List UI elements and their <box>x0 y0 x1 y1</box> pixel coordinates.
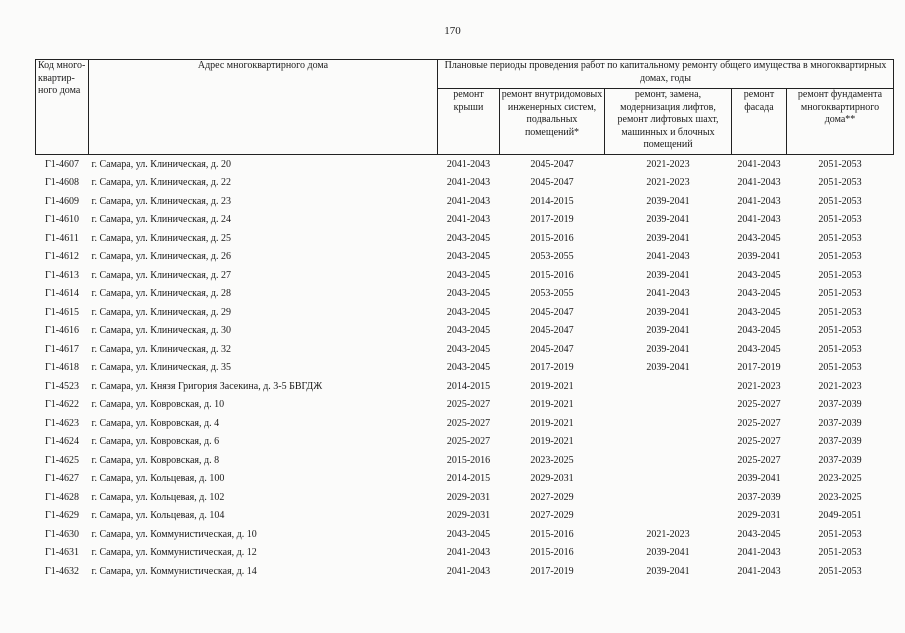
lift-period-cell <box>605 396 732 415</box>
lift-period-cell: 2021-2023 <box>646 158 690 170</box>
address-cell: г. Самара, ул. Ковровская, д. 4 <box>91 417 220 429</box>
foundation-period-cell: 2037-2039 <box>818 436 862 448</box>
lift-period-cell: 2039-2041 <box>646 362 690 374</box>
table-row <box>36 322 894 341</box>
header-planned-periods: Плановые периоды проведения работ по капитальному ремонту общего имущества в многоквартирных домах, годы <box>438 60 894 89</box>
table-row <box>36 303 894 322</box>
address-cell: г. Самара, ул. Клиническая, д. 29 <box>91 306 231 318</box>
table-row <box>36 211 894 230</box>
roof-period-cell: 2041-2043 <box>446 214 491 226</box>
lift-period-cell: 2039-2041 <box>646 325 690 337</box>
house-code-cell: Г1-4614 <box>44 288 80 300</box>
foundation-period-cell: 2051-2053 <box>818 306 862 318</box>
table-row <box>36 562 894 581</box>
facade-period-cell: 2043-2045 <box>737 269 781 281</box>
foundation-period-cell: 2051-2053 <box>818 269 862 281</box>
house-code-cell: Г1-4623 <box>44 417 80 429</box>
engineering-period-cell: 2019-2021 <box>530 417 574 429</box>
roof-period-cell: 2014-2015 <box>446 380 491 392</box>
house-code-cell: Г1-4616 <box>44 325 80 337</box>
engineering-period-cell: 2027-2029 <box>530 510 574 522</box>
facade-period-cell: 2043-2045 <box>737 343 781 355</box>
facade-period-cell: 2039-2041 <box>737 473 781 485</box>
house-code-cell: Г1-4608 <box>44 177 80 189</box>
address-cell: г. Самара, ул. Коммунистическая, д. 14 <box>91 565 257 577</box>
address-cell: г. Самара, ул. Клиническая, д. 28 <box>91 288 231 300</box>
foundation-period-cell: 2051-2053 <box>818 362 862 374</box>
header-engineering-repair: ремонт внутридомовых инженерных систем, подвальных помещений* <box>500 89 605 155</box>
foundation-period-cell: 2051-2053 <box>818 214 862 226</box>
lift-period-cell: 2039-2041 <box>646 547 690 559</box>
engineering-period-cell: 2015-2016 <box>530 528 574 540</box>
roof-period-cell: 2043-2045 <box>446 232 491 244</box>
address-cell: г. Самара, ул. Ковровская, д. 8 <box>91 454 220 466</box>
facade-period-cell: 2041-2043 <box>737 565 781 577</box>
lift-period-cell: 2039-2041 <box>646 565 690 577</box>
foundation-period-cell: 2051-2053 <box>818 158 862 170</box>
house-code-cell: Г1-4610 <box>44 214 80 226</box>
engineering-period-cell: 2053-2055 <box>530 251 574 263</box>
address-cell: г. Самара, ул. Клиническая, д. 27 <box>91 269 231 281</box>
house-code-cell: Г1-4629 <box>44 510 80 522</box>
roof-period-cell: 2041-2043 <box>446 547 491 559</box>
address-cell: г. Самара, ул. Ковровская, д. 6 <box>91 436 220 448</box>
capital-repair-schedule-table <box>35 59 894 581</box>
address-cell: г. Самара, ул. Клиническая, д. 22 <box>91 177 231 189</box>
table-row <box>36 544 894 563</box>
facade-period-cell: 2029-2031 <box>737 510 781 522</box>
engineering-period-cell: 2019-2021 <box>530 399 574 411</box>
engineering-period-cell: 2017-2019 <box>530 362 574 374</box>
facade-period-cell: 2025-2027 <box>737 436 781 448</box>
facade-period-cell: 2041-2043 <box>737 214 781 226</box>
address-cell: г. Самара, ул. Клиническая, д. 25 <box>91 232 231 244</box>
table-row <box>36 248 894 267</box>
foundation-period-cell: 2051-2053 <box>818 232 862 244</box>
roof-period-cell: 2025-2027 <box>446 399 491 411</box>
facade-period-cell: 2021-2023 <box>737 380 781 392</box>
foundation-period-cell: 2051-2053 <box>818 251 862 263</box>
foundation-period-cell: 2051-2053 <box>818 547 862 559</box>
roof-period-cell: 2043-2045 <box>446 343 491 355</box>
lift-period-cell: 2039-2041 <box>646 343 690 355</box>
roof-period-cell: 2014-2015 <box>446 473 491 485</box>
lift-period-cell <box>605 414 732 433</box>
engineering-period-cell: 2027-2029 <box>530 491 574 503</box>
address-cell: г. Самара, ул. Ковровская, д. 10 <box>91 399 225 411</box>
lift-period-cell <box>605 451 732 470</box>
roof-period-cell: 2043-2045 <box>446 528 491 540</box>
foundation-period-cell: 2051-2053 <box>818 343 862 355</box>
engineering-period-cell: 2053-2055 <box>530 288 574 300</box>
address-cell: г. Самара, ул. Клиническая, д. 26 <box>91 251 231 263</box>
lift-period-cell: 2041-2043 <box>646 288 690 300</box>
facade-period-cell: 2043-2045 <box>737 306 781 318</box>
engineering-period-cell: 2045-2047 <box>530 325 574 337</box>
foundation-period-cell: 2021-2023 <box>818 380 862 392</box>
engineering-period-cell: 2014-2015 <box>530 195 574 207</box>
address-cell: г. Самара, ул. Клиническая, д. 35 <box>91 362 231 374</box>
roof-period-cell: 2041-2043 <box>446 195 491 207</box>
header-foundation-repair: ремонт фундамента многоквартирного дома** <box>787 89 894 155</box>
table-row <box>36 155 894 174</box>
house-code-cell: Г1-4609 <box>44 195 80 207</box>
facade-period-cell: 2037-2039 <box>737 491 781 503</box>
facade-period-cell: 2039-2041 <box>737 251 781 263</box>
engineering-period-cell: 2015-2016 <box>530 269 574 281</box>
house-code-cell: Г1-4612 <box>44 251 80 263</box>
foundation-period-cell: 2051-2053 <box>818 528 862 540</box>
house-code-cell: Г1-4627 <box>44 473 80 485</box>
lift-period-cell: 2039-2041 <box>646 214 690 226</box>
house-code-cell: Г1-4618 <box>44 362 80 374</box>
house-code-cell: Г1-4523 <box>44 380 80 392</box>
table-row <box>36 192 894 211</box>
engineering-period-cell: 2023-2025 <box>530 454 574 466</box>
address-cell: г. Самара, ул. Коммунистическая, д. 12 <box>91 547 257 559</box>
roof-period-cell: 2025-2027 <box>446 417 491 429</box>
foundation-period-cell: 2023-2025 <box>818 491 862 503</box>
roof-period-cell: 2041-2043 <box>446 565 491 577</box>
lift-period-cell: 2041-2043 <box>646 251 690 263</box>
facade-period-cell: 2043-2045 <box>737 288 781 300</box>
foundation-period-cell: 2023-2025 <box>818 473 862 485</box>
table-row <box>36 359 894 378</box>
table-row <box>36 488 894 507</box>
lift-period-cell: 2021-2023 <box>646 177 690 189</box>
house-code-cell: Г1-4613 <box>44 269 80 281</box>
engineering-period-cell: 2017-2019 <box>530 565 574 577</box>
house-code-cell: Г1-4607 <box>44 158 80 170</box>
facade-period-cell: 2043-2045 <box>737 325 781 337</box>
address-cell: г. Самара, ул. Клиническая, д. 24 <box>91 214 231 226</box>
engineering-period-cell: 2029-2031 <box>530 473 574 485</box>
roof-period-cell: 2043-2045 <box>446 269 491 281</box>
table-row <box>36 266 894 285</box>
foundation-period-cell: 2051-2053 <box>818 195 862 207</box>
roof-period-cell: 2043-2045 <box>446 288 491 300</box>
roof-period-cell: 2043-2045 <box>446 306 491 318</box>
facade-period-cell: 2025-2027 <box>737 417 781 429</box>
roof-period-cell: 2043-2045 <box>446 362 491 374</box>
table-row <box>36 285 894 304</box>
roof-period-cell: 2015-2016 <box>446 454 491 466</box>
house-code-cell: Г1-4617 <box>44 343 80 355</box>
header-facade-repair: ремонт фасада <box>732 89 787 155</box>
foundation-period-cell: 2037-2039 <box>818 454 862 466</box>
foundation-period-cell: 2037-2039 <box>818 417 862 429</box>
roof-period-cell: 2041-2043 <box>446 158 491 170</box>
house-code-cell: Г1-4630 <box>44 528 80 540</box>
lift-period-cell <box>605 433 732 452</box>
roof-period-cell: 2043-2045 <box>446 251 491 263</box>
table-row <box>36 396 894 415</box>
table-row <box>36 507 894 526</box>
house-code-cell: Г1-4632 <box>44 565 80 577</box>
facade-period-cell: 2025-2027 <box>737 454 781 466</box>
facade-period-cell: 2041-2043 <box>737 195 781 207</box>
address-cell: г. Самара, ул. Клиническая, д. 20 <box>91 158 231 170</box>
table-body <box>36 155 894 581</box>
table-row <box>36 229 894 248</box>
header-lift-repair: ремонт, замена, модернизация лифтов, ремонт лифтовых шахт, машинных и блочных помещений <box>605 89 732 155</box>
address-cell: г. Самара, ул. Кольцевая, д. 104 <box>91 510 225 522</box>
engineering-period-cell: 2045-2047 <box>530 158 574 170</box>
lift-period-cell: 2039-2041 <box>646 195 690 207</box>
house-code-cell: Г1-4615 <box>44 306 80 318</box>
table-row <box>36 433 894 452</box>
facade-period-cell: 2017-2019 <box>737 362 781 374</box>
lift-period-cell <box>605 470 732 489</box>
lift-period-cell: 2021-2023 <box>646 528 690 540</box>
house-code-cell: Г1-4611 <box>45 232 79 244</box>
foundation-period-cell: 2051-2053 <box>818 177 862 189</box>
address-cell: г. Самара, ул. Князя Григория Засекина, д. 3-5 БВГДЖ <box>91 380 323 392</box>
table-row <box>36 377 894 396</box>
engineering-period-cell: 2017-2019 <box>530 214 574 226</box>
header-roof-repair: ремонт крыши <box>438 89 500 155</box>
foundation-period-cell: 2049-2051 <box>818 510 862 522</box>
lift-period-cell: 2039-2041 <box>646 232 690 244</box>
engineering-period-cell: 2045-2047 <box>530 343 574 355</box>
lift-period-cell: 2039-2041 <box>646 306 690 318</box>
table-row <box>36 525 894 544</box>
house-code-cell: Г1-4625 <box>44 454 80 466</box>
engineering-period-cell: 2015-2016 <box>530 232 574 244</box>
house-code-cell: Г1-4628 <box>44 491 80 503</box>
lift-period-cell <box>605 488 732 507</box>
foundation-period-cell: 2051-2053 <box>818 565 862 577</box>
lift-period-cell <box>605 377 732 396</box>
table-row <box>36 174 894 193</box>
lift-period-cell <box>605 507 732 526</box>
facade-period-cell: 2043-2045 <box>737 232 781 244</box>
table-row <box>36 451 894 470</box>
lift-period-cell: 2039-2041 <box>646 269 690 281</box>
foundation-period-cell: 2051-2053 <box>818 325 862 337</box>
facade-period-cell: 2041-2043 <box>737 177 781 189</box>
foundation-period-cell: 2037-2039 <box>818 399 862 411</box>
foundation-period-cell: 2051-2053 <box>818 288 862 300</box>
facade-period-cell: 2041-2043 <box>737 547 781 559</box>
house-code-cell: Г1-4624 <box>44 436 80 448</box>
house-code-cell: Г1-4631 <box>44 547 80 559</box>
table-row <box>36 340 894 359</box>
engineering-period-cell: 2019-2021 <box>530 436 574 448</box>
header-house-code: Код много-квартир-ного дома <box>36 60 89 155</box>
engineering-period-cell: 2019-2021 <box>530 380 574 392</box>
engineering-period-cell: 2045-2047 <box>530 177 574 189</box>
engineering-period-cell: 2045-2047 <box>530 306 574 318</box>
address-cell: г. Самара, ул. Кольцевая, д. 102 <box>91 491 225 503</box>
roof-period-cell: 2043-2045 <box>446 325 491 337</box>
address-cell: г. Самара, ул. Клиническая, д. 30 <box>91 325 231 337</box>
address-cell: г. Самара, ул. Клиническая, д. 32 <box>91 343 231 355</box>
address-cell: г. Самара, ул. Коммунистическая, д. 10 <box>91 528 257 540</box>
address-cell: г. Самара, ул. Клиническая, д. 23 <box>91 195 231 207</box>
engineering-period-cell: 2015-2016 <box>530 547 574 559</box>
header-address: Адрес многоквартирного дома <box>89 60 438 155</box>
roof-period-cell: 2025-2027 <box>446 436 491 448</box>
page-number: 170 <box>444 25 461 37</box>
facade-period-cell: 2043-2045 <box>737 528 781 540</box>
facade-period-cell: 2025-2027 <box>737 399 781 411</box>
roof-period-cell: 2029-2031 <box>446 510 491 522</box>
facade-period-cell: 2041-2043 <box>737 158 781 170</box>
roof-period-cell: 2029-2031 <box>446 491 491 503</box>
roof-period-cell: 2041-2043 <box>446 177 491 189</box>
table-row <box>36 414 894 433</box>
house-code-cell: Г1-4622 <box>44 399 80 411</box>
table-row <box>36 470 894 489</box>
address-cell: г. Самара, ул. Кольцевая, д. 100 <box>91 473 225 485</box>
